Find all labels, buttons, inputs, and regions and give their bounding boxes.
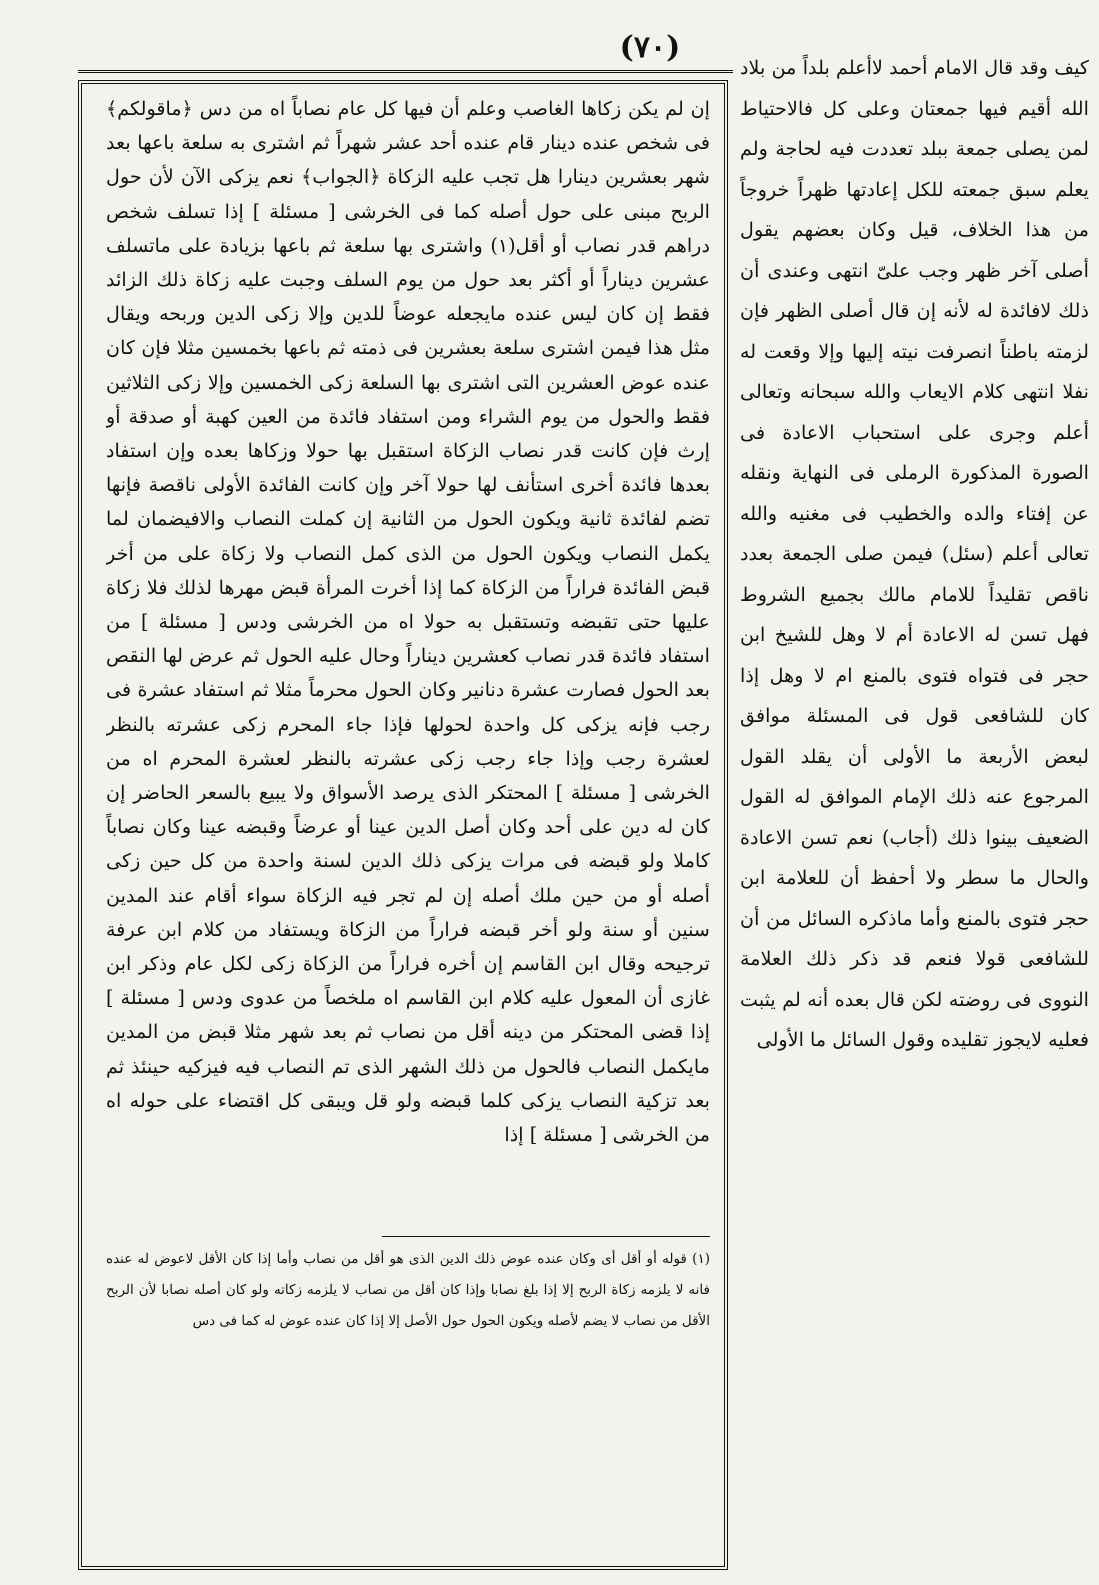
footnote: (١) قوله أو أقل أى وكان عنده عوض ذلك الدين الذى هو أقل من نصاب وأما إذا كان الأقل لاعوض له عنده فانه لا يلزمه زكاة الربح إلا إذا بلغ نصابا وإذا كان أقل من نصاب لا يلزمه زكاته ولو كان أصله نصابا لأن الربح الأقل من نصاب لا يضم لأصله ويكون الحول حول الأصل إلا إذا كان عنده عوض له كما فى دس [106,1251,710,1329]
header-rule [78,70,733,73]
footnote-divider [382,1236,710,1237]
page-number: (٧٠) [619,30,681,65]
margin-commentary: كيف وقد قال الامام أحمد لاأعلم بلداً من بلاد الله أقيم فيها جمعتان وعلى كل فالاحتياط لمن يصلى جمعة ببلد تعددت فيه لحاجة ولم يعلم سبق جمعته للكل إعادتها ظهراً خروجاً من هذا الخلاف، قيل وكان بعضهم يقول أصلى آخر ظهر وجب علىّ انتهى وعندى أن ذلك لافائدة له لأنه إن قال أصلى الظهر فإن لزمته باطناً انصرفت نيته إليها وإلا وقعت له نفلا انتهى كلام الايعاب والله سبحانه وتعالى أعلم وجرى على استحباب الاعادة فى الصورة المذكورة الرملى فى النهاية ونقله عن إفتاء والده والخطيب فى مغنيه والله تعالى أعلم (سئل) فيمن صلى الجمعة بعدد ناقص تقليداً للامام مالك بجميع الشروط فهل تسن له الاعادة أم لا وهل للشيخ ابن حجر فى فتواه فتوى بالمنع ام لا وهل إذا كان للشافعى قول فى المسئلة موافق لبعض الأربعة ما الأولى أن يقلد القول المرجوع عنه ذلك الإمام الموافق له القول الضعيف بينوا ذلك (أجاب) نعم تسن الاعادة والحال ما سطر ولا أحفظ أن للعلامة ابن حجر فتوى بالمنع وأما ماذكره السائل من أن للشافعى قولا فنعم قد ذكر ذلك العلامة النووى فى روضته لكن قال بعده أنه لم يثبت فعليه لايجوز تقليده وقول السائل ما الأولى [740,56,1089,1051]
main-text-frame [78,80,728,1570]
main-text-body: إن لم يكن زكاها الغاصب وعلم أن فيها كل عام نصاباً اه من دس ﴿ماقولكم﴾ فى شخص عنده دينار قام عنده أحد عشر شهراً ثم اشترى به سلعة باعها بعد شهر بعشرين دينارا هل تجب عليه الزكاة ﴿الجواب﴾ نعم يزكى الآن لأن حول الربح مبنى على حول أصله كما فى الخرشى [ مسئلة ] إذا تسلف شخص دراهم قدر نصاب أو أقل(١) واشترى بها سلعة ثم باعها بزيادة على ماتسلف عشرين ديناراً أو أكثر بعد حول من يوم السلف وجبت عليه زكاة ذلك الزائد فقط إن كان ليس عنده مايجعله عوضاً للدين وإلا زكى الدين وربحه ويقال مثل هذا فيمن اشترى سلعة بعشرين فى ذمته ثم باعها بخمسين مثلا فإن كان عنده عوض العشرين التى اشترى بها السلعة زكى الخمسين وإلا زكى الثلاثين فقط والحول من يوم الشراء ومن استفاد فائدة من العين كهبة أو صدقة أو إرث فإن كانت قدر نصاب الزكاة استقبل بها حولا وزكاها بعده وإن استفاد بعدها فائدة أخرى استأنف لها حولا آخر وإن كانت الفائدة الأولى ناقصة فإنها تضم لفائدة ثانية ويكون الحول من الثانية إن كملت النصاب والافيضمان لما يكمل النصاب ويكون الحول من الذى كمل النصاب ولا زكاة على من أخر قبض الفائدة فراراً من الزكاة كما إذا أخرت المرأة قبض مهرها لذلك فلا زكاة عليها حتى تقبضه وتستقبل به حولا اه من الخرشى ودس [ مسئلة ] من استفاد فائدة قدر نصاب كعشرين ديناراً وحال عليه الحول ثم عرض لها النقص بعد الحول فصارت عشرة دنانير وكان الحول محرماً مثلا ثم استفاد عشرة فى رجب فإنه يزكى كل واحدة لحولها فإذا جاء المحرم زكى عشرته بالنظر لعشرة رجب وإذا جاء رجب زكى عشرته بالنظر لعشرة المحرم اه من الخرشى [ مسئلة ] المحتكر الذى يرصد الأسواق ولا يبيع بالسعر الحاضر إن كان له دين على أحد وكان أصل الدين عينا أو عرضاً وقبضه عينا وكان نصاباً كاملا ولو قبضه فى مرات يزكى ذلك الدين لسنة واحدة من كل حين زكى أصله أو من حين ملك أصله إن لم تجر فيه الزكاة سواء أقام عند المدين سنين أو سنة ولو أخر قبضه فراراً من الزكاة ويستفاد من كلام ابن عرفة ترجيحه وقال ابن القاسم إن أخره فراراً من الزكاة زكى لكل عام وذكر ابن غازى أن المعول عليه كلام ابن القاسم اه ملخصاً من عدوى ودس [ مسئلة ] إذا قضى المحتكر من دينه أقل من نصاب ثم بعد شهر مثلا قبض من المدين مايكمل النصاب فالحول من ذلك الشهر الذى تم النصاب فيه فيزكيه حينئذ ثم بعد تزكية النصاب يزكى كلما قبضه ولو قل ويبقى كل اقتضاء على حوله اه من الخرشى [ مسئلة ] إذا [106,97,710,1147]
